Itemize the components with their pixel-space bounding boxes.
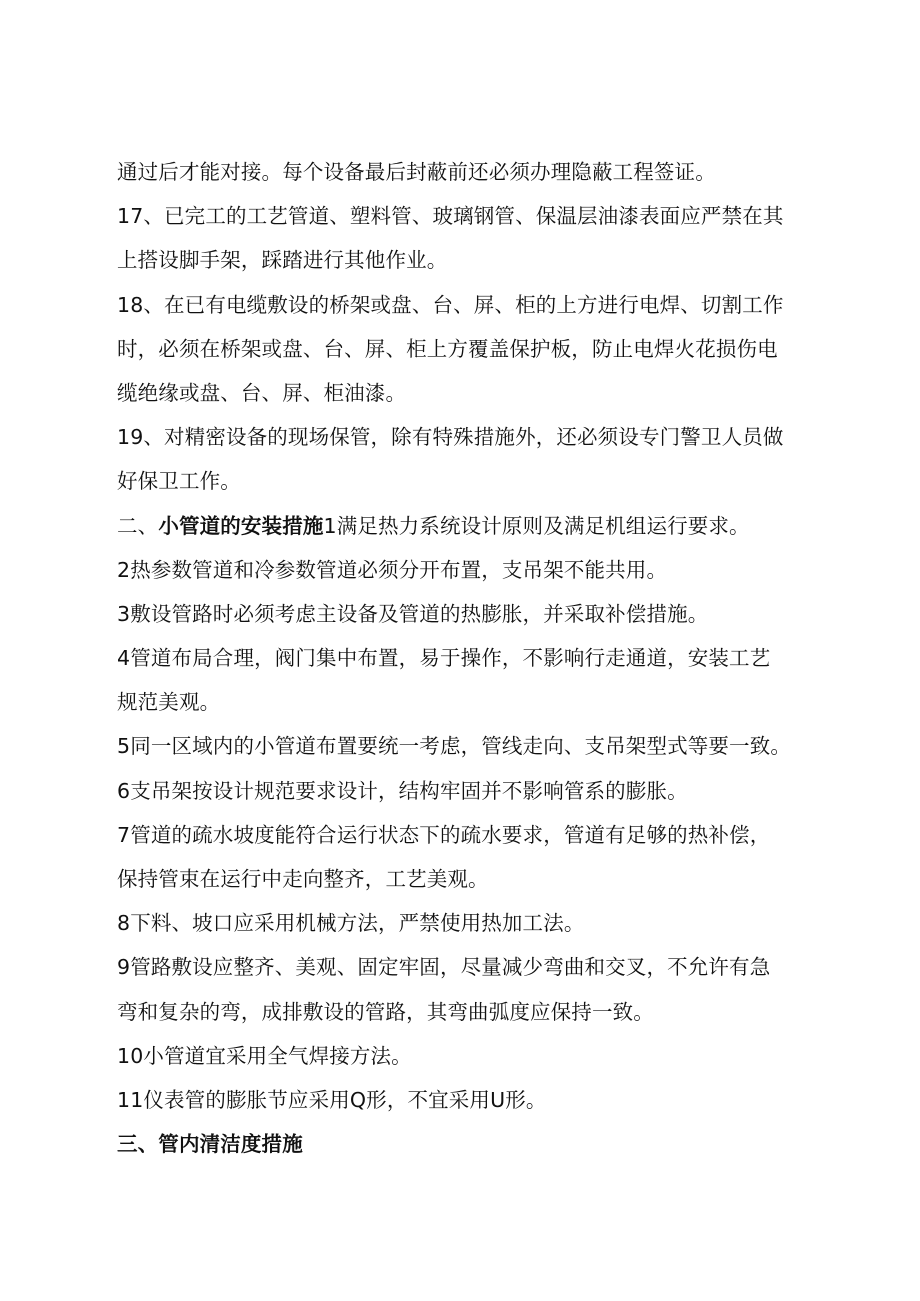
paragraph-line: 好保卫工作。: [117, 469, 241, 494]
paragraph-line: 缆绝缘或盘、台、屏、柜油漆。: [117, 380, 407, 405]
section-2-heading: 小管道的安装措施: [158, 513, 324, 538]
paragraph-line: 19、对精密设备的现场保管，除有特殊措施外，还必须设专门警卫人员做: [117, 425, 784, 450]
paragraph-line: 上搭设脚手架，踩踏进行其他作业。: [117, 248, 448, 273]
paragraph-line: 8下料、坡口应采用机械方法，严禁使用热加工法。: [117, 911, 585, 936]
paragraph-line: 4管道布局合理，阀门集中布置，易于操作，不影响行走通道，安装工艺: [117, 646, 771, 671]
section-2-prefix: 二、: [117, 513, 159, 538]
paragraph-line: 弯和复杂的弯，成排敷设的管路，其弯曲弧度应保持一致。: [117, 999, 654, 1024]
section-2-text: 1满足热力系统设计原则及满足机组运行要求。: [323, 513, 750, 538]
paragraph-line: 7管道的疏水坡度能符合运行状态下的疏水要求，管道有足够的热补偿，: [117, 822, 771, 847]
section-3-heading: 三、管内清洁度措施: [117, 1132, 303, 1157]
paragraph-line: 时，必须在桥架或盘、台、屏、柜上方覆盖保护板，防止电焊火花损伤电: [117, 336, 778, 361]
document-body: [117, 150, 817, 1166]
paragraph-line: 11仪表管的膨胀节应采用Q形，不宜采用U形。: [117, 1087, 547, 1112]
paragraph-line: 保持管束在运行中走向整齐，工艺美观。: [117, 867, 489, 891]
paragraph-line: 5同一区域内的小管道布置要统一考虑，管线走向、支吊架型式等要一致。: [117, 734, 791, 759]
paragraph-line: 3敷设管路时必须考虑主设备及管道的热膨胀，并采取补偿措施。: [117, 601, 709, 626]
paragraph-line: 9管路敷设应整齐、美观、固定牢固，尽量减少弯曲和交叉，不允许有急: [117, 955, 771, 980]
section-2-heading-line: [117, 504, 817, 548]
paragraph-line: 通过后才能对接。每个设备最后封蔽前还必须办理隐蔽工程签证。: [117, 160, 716, 184]
paragraph-line: 10小管道宜采用全气焊接方法。: [117, 1043, 412, 1068]
paragraph-line: 18、在已有电缆敷设的桥架或盘、台、屏、柜的上方进行电焊、切割工作: [117, 292, 784, 317]
paragraph-line: 规范美观。: [117, 690, 221, 715]
paragraph-line: 6支吊架按设计规范要求设计，结构牢固并不影响管系的膨胀。: [117, 778, 688, 803]
paragraph-line: 17、已完工的工艺管道、塑料管、玻璃钢管、保温层油漆表面应严禁在其: [117, 204, 784, 229]
paragraph-line: 2热参数管道和冷参数管道必须分开布置，支吊架不能共用。: [117, 557, 668, 582]
